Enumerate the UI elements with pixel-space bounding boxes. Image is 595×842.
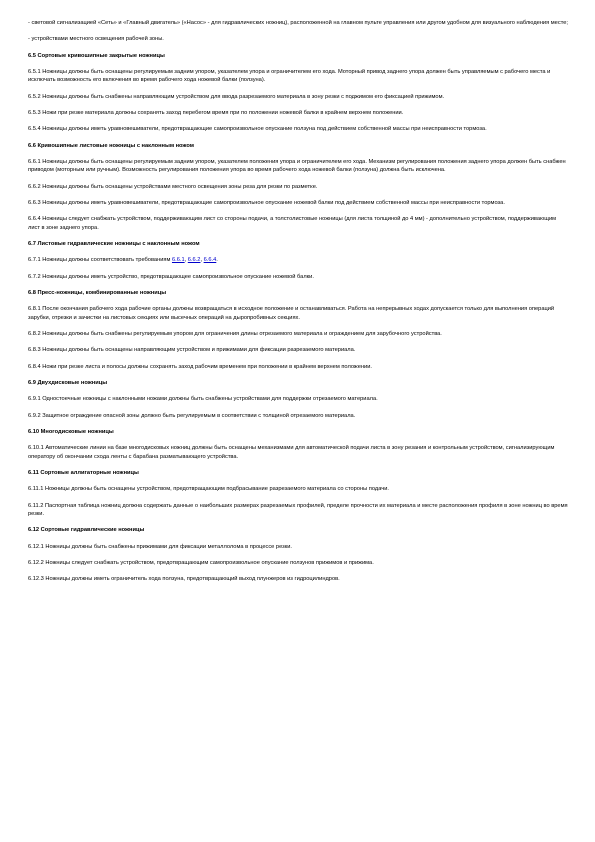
- paragraph: 6.12.3 Ножницы должны иметь ограничитель хода ползуна, предотвращающий выход плунжеров из гидроцилиндров.: [28, 576, 340, 583]
- section-heading: 6.11 Сортовые аллигаторные ножницы: [28, 470, 139, 476]
- paragraph: 6.12.2 Ножницы следует снабжать устройством, предотвращающим самопроизвольное опускание ползунов прижимов и прижима.: [28, 560, 374, 566]
- section-heading: 6.5 Сортовые кривошипные закрытые ножницы: [28, 52, 165, 59]
- paragraph: 6.5.2 Ножницы должны быть снабжены направляющим устройством для ввода разрезаемого материала в зону резки с поджимом его фиксацией прижимом.: [28, 93, 445, 100]
- section-heading: 6.7 Листовые гидравлические ножницы с наклонным ножом: [28, 241, 200, 248]
- clause-link[interactable]: 6.6.4: [203, 257, 217, 264]
- paragraph-text: 6.7.1 Ножницы должны соответствовать требованиям: [28, 257, 172, 264]
- document-body: [28, 19, 568, 592]
- paragraph-text: .: [216, 257, 218, 264]
- paragraph: 6.8.3 Ножницы должны быть оснащены направляющим устройством и прижимами для фиксации разрезаемого материала.: [28, 347, 356, 354]
- paragraph: 6.6.3 Ножницы должны иметь уравновешиватели, предотвращающие самопроизвольное опускание ножевой балки под действием собственной массы при неисправности тормоза.: [28, 200, 505, 206]
- link-separator: ,: [200, 257, 204, 264]
- paragraph: 6.5.1 Ножницы должны быть оснащены регулируемым задним упором, указателем упора и ограничителем его хода. Моторный привод заднего упора должен быть управляемым с рабочего места и исключать возможность его включения во время рабочего хода ножевой балки (ползуна).: [28, 68, 551, 84]
- paragraph: 6.6.2 Ножницы должны быть оснащены устройствами местного освещения зоны реза для резки по разметке.: [28, 183, 318, 190]
- section-heading: 6.6 Кривошипные листовые ножницы с наклонным ножом: [28, 142, 194, 149]
- paragraph: 6.9.2 Защитное ограждение опасной зоны должно быть регулируемым в соответствии с толщиной отрезаемого материала.: [28, 412, 356, 419]
- paragraph: 6.5.3 Ножи при резке материала должны сохранять заход перебегом время при по положении ножевой балки в крайнем верхнем положении.: [28, 110, 404, 116]
- paragraph: 6.11.1 Ножницы должны быть оснащены устройством, предотвращающим подбрасывание разрезаемого материала со стороны подачи.: [28, 486, 389, 493]
- paragraph: 6.11.2 Паспортная таблица ножниц должна содержать данные о наибольших размерах разрезаемых профилей, пределе прочности их материала и месте расположения профиля в зоне ножниц во время резки.: [28, 502, 568, 518]
- paragraph: - устройствами местного освещения рабочей зоны.: [28, 36, 164, 43]
- section-heading: 6.9 Двухдисковые ножницы: [28, 380, 108, 386]
- link-separator: ,: [184, 257, 188, 264]
- paragraph: 6.8.4 Ножи при резке листа и полосы должны сохранять заход рабочим временем при положении в крайнем верхнем положении.: [28, 363, 372, 370]
- paragraph: [28, 256, 568, 265]
- paragraph: 6.6.4 Ножницы следует снабжать устройством, поддерживающим лист со стороны подачи, а толстолистовые ножницы (для листа толщиной до 4 мм) - дополнительно устройством, поддерживающим лист в зоне заднего упора.: [28, 216, 557, 231]
- section-heading: 6.8 Пресс-ножницы, комбинированные ножницы: [28, 290, 167, 296]
- paragraph: 6.8.2 Ножницы должны быть снабжены регулируемым упором для ограничения длины отрезаемого материала и ограждением для зарубочного устройства.: [28, 331, 442, 338]
- section-heading: 6.10 Многодисковые ножницы: [28, 428, 114, 435]
- paragraph: 6.6.1 Ножницы должны быть оснащены регулируемым задним упором, указателем положения упора и ограничителем его хода. Механизм регулирования положения заднего упора должен быть снабжен приводом (моторным или ручным). Возможность регулирования положения упора во время рабочего хода ножевой балки (ползуна) должна быть исключена.: [28, 158, 566, 174]
- section-heading: 6.12 Сортовые гидравлические ножницы: [28, 527, 145, 534]
- paragraph: 6.5.4 Ножницы должны иметь уравновешиватели, предотвращающие самопроизвольное опускание ползуна под действием собственной массы при неисправности тормоза.: [28, 126, 487, 133]
- paragraph: 6.8.1 После окончания рабочего хода рабочие органы должны возвращаться в исходное положение и останавливаться. Работа на непрерывных ходах допускается только для выполнения операций зарубки, отрезки и зачистки на листовых секциях или высечных операций на дыропробивных секциях.: [28, 306, 555, 321]
- clause-link[interactable]: 6.6.2: [187, 257, 201, 264]
- paragraph: 6.10.1 Автоматические линии на базе многодисковых ножниц должны быть оснащены механизмами для автоматической подачи листа в зону резания и контрольным устройством, сигнализирующим оператору об окончании схода ленты с барабана разматывающего устройства.: [28, 445, 555, 460]
- paragraph: - световой сигнализацией «Сеть» и «Главный двигатель» («Насос» - для гидравлических ножниц), расположенной на главном пульте управления или другом удобном для визуального наблюдения месте;: [28, 20, 568, 26]
- paragraph: 6.7.2 Ножницы должны иметь устройство, предотвращающее самопроизвольное опускание ножевой балки.: [28, 273, 314, 280]
- clause-link[interactable]: 6.6.1: [171, 257, 185, 264]
- paragraph: 6.12.1 Ножницы должны быть снабжены прижимами для фиксации металлолома в процессе резки.: [28, 543, 292, 550]
- paragraph: 6.9.1 Одностоечные ножницы с наклонными ножами должны быть снабжены устройствами для поддержки отрезаемого материала.: [28, 396, 378, 403]
